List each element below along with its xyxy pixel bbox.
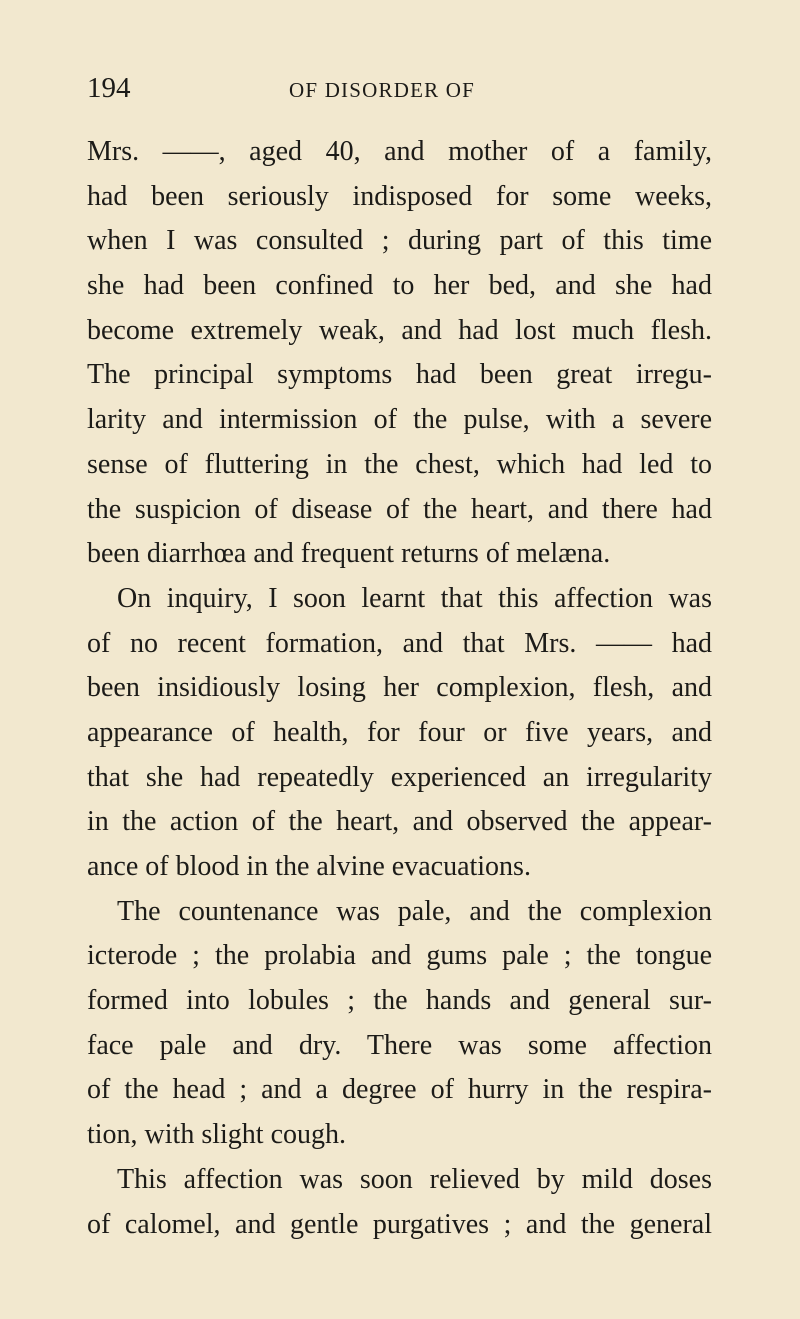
page-header [87, 72, 717, 112]
page-number: 194 [87, 72, 131, 104]
text-line: when I was consulted ; during part of this time [87, 225, 712, 257]
text-line: appearance of health, for four or five years, and [87, 716, 712, 748]
text-line: The countenance was pale, and the complexion [117, 895, 712, 927]
text-line: tion, with slight cough. [87, 1119, 346, 1151]
body-text [87, 130, 712, 1247]
text-line: larity and intermission of the pulse, with a severe [87, 404, 712, 436]
text-line: face pale and dry. There was some affection [87, 1029, 712, 1061]
text-line: The principal symptoms had been great irregu- [87, 359, 712, 391]
text-line: of no recent formation, and that Mrs. —— had [87, 627, 712, 659]
text-line: sense of fluttering in the chest, which had led to [87, 448, 712, 480]
text-line: had been seriously indisposed for some weeks, [87, 180, 712, 212]
text-line: of calomel, and gentle purgatives ; and the general [87, 1208, 712, 1240]
text-line: become extremely weak, and had lost much flesh. [87, 314, 712, 346]
text-line: formed into lobules ; the hands and general sur- [87, 985, 712, 1017]
text-line: that she had repeatedly experienced an irregularity [87, 761, 712, 793]
text-line: she had been confined to her bed, and she had [87, 270, 712, 302]
text-line: of the head ; and a degree of hurry in the respira- [87, 1074, 712, 1106]
text-line: This affection was soon relieved by mild doses [117, 1163, 712, 1195]
text-line: been diarrhœa and frequent returns of melæna. [87, 538, 611, 570]
text-line: the suspicion of disease of the heart, and there had [87, 493, 712, 525]
text-line: icterode ; the prolabia and gums pale ; the tongue [87, 940, 712, 972]
text-line: in the action of the heart, and observed the appear- [87, 806, 712, 838]
text-line: been insidiously losing her complexion, flesh, and [87, 672, 712, 704]
text-line: ance of blood in the alvine evacuations. [87, 851, 531, 882]
text-line: Mrs. ——, aged 40, and mother of a family, [87, 136, 712, 167]
text-line: On inquiry, I soon learnt that this affection was [117, 582, 712, 614]
running-head: OF DISORDER OF [289, 78, 475, 102]
